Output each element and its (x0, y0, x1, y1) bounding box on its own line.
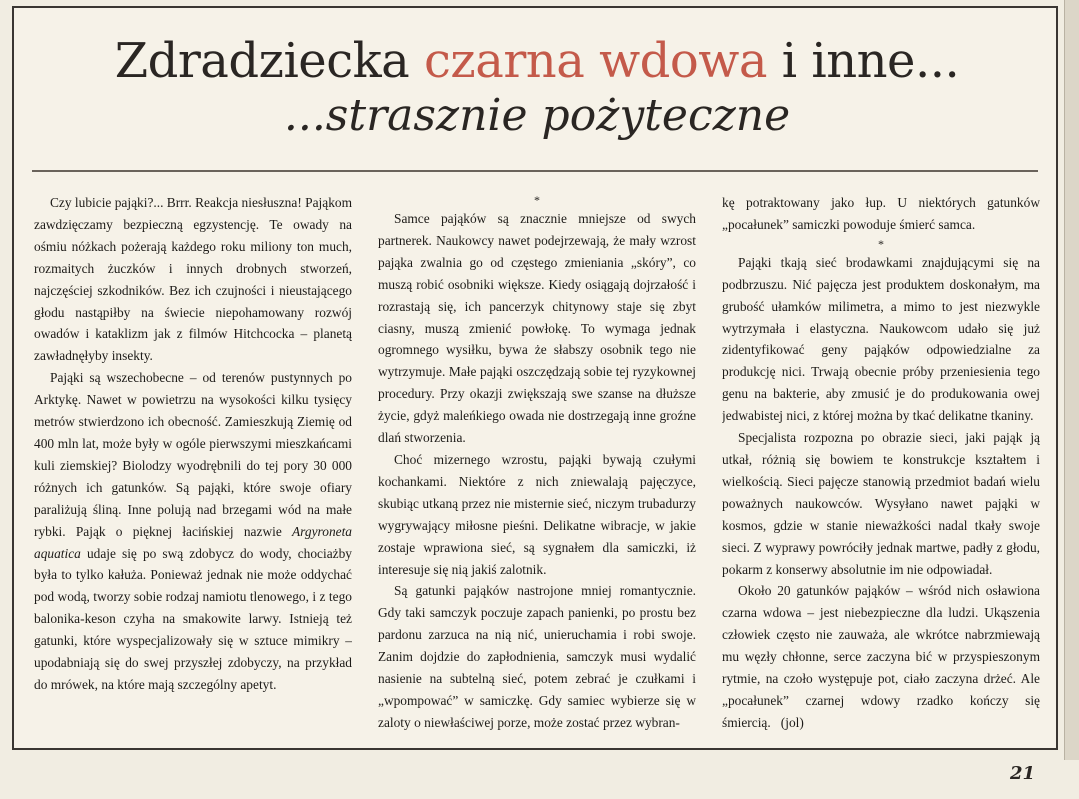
paragraph-text: Pająki są wszechobecne – od terenów pustynnych po Arktykę. Nawet w powietrzu na wysokości kilku tysięcy metrów stwierdzono ich obecność. Zamieszkują Ziemię od 400 mln lat, może były w ogóle pierwszymi mieszkańcami kuli ziemskiej? Biolodzy wyodrębnili do tej pory 30 000 różnych ich gatunków. Są pająki, które swoje ofiary paraliżują śliną. Inne polują nad brzegami wód na małe rybki. Pająk o pięknej łacińskiej nazwie (34, 370, 352, 539)
headline-part2: i inne... (766, 33, 960, 89)
paragraph: Specjalista rozpozna po obrazie sieci, jaki pająk ją utkał, różnią się bowiem te konstrukcje kształtem i wielkością. Sieci pajęcze stanowią przedmiot badań wielu poważnych naukowców. Wysyłano nawet pająki w kosmos, gdzie w stanie nieważkości nadal tkały swoje sieci. Z wyprawy powróciły jednak martwe, padły z głodu, pokarm z konserwy absolutnie im nie odpowiadał. (722, 430, 1040, 577)
headline (14, 34, 1060, 88)
paragraph: kę potraktowany jako łup. U niektórych gatunków „pocałunek” samiczki powoduje śmierć samca. (722, 195, 1040, 232)
subheadline: ...strasznie pożyteczne (283, 90, 791, 141)
article-body (34, 192, 1040, 748)
paragraph: Są gatunki pająków nastrojone mniej romantycznie. Gdy taki samczyk poczuje zapach panienki, po prostu bez pardonu zarzuca na nią nić, unieruchamia i robi swoje. Zanim dojdzie do zapłodnienia, samczyk musi wydalić nasienie na subtelną sieć, potem zebrać je czułkami i „wpompować” w samiczkę. Gdy samiec wybierze się w zaloty o niewłaściwej porze, może zostać przez wybran- (378, 583, 696, 730)
column-3 (722, 192, 1040, 748)
headline-part1: Zdradziecka (114, 33, 425, 89)
article-title (14, 34, 1060, 142)
headline-highlight: czarna wdowa (424, 33, 767, 89)
section-separator: * (878, 236, 884, 251)
paragraph: Choć mizernego wzrostu, pająki bywają czułymi kochankami. Niektóre z nich zniewalają pajęczyce, skubiąc utkaną przez nie misternie sieć, niczym trubadurzy wygrywający miłosne pieśni. Delikatne wibracje, w jakie zostaje wprawiona sieć, są sygnałem dla samiczki, iż interesuje się nią jakiś zalotnik. (378, 451, 696, 577)
page-number: 21 (1010, 763, 1036, 784)
article-frame (12, 6, 1058, 750)
page-edge (1064, 0, 1079, 760)
species-name: Argyroneta aquatica (34, 523, 352, 561)
author-signature: (jol) (780, 714, 804, 730)
section-separator: * (534, 193, 540, 207)
column-1 (34, 192, 352, 748)
paragraph-text: Około 20 gatunków pająków – wśród nich osławiona czarna wdowa – jest niebezpieczne dla ludzi. Ukąszenia człowiek często nie zauważa, ale wkrótce nabrzmiewają mu węzły chłonne, serce zaczyna bić w przyspieszonym rytmie, na czoło występuje pot, ciało zaczyna drżeć. Ale „pocałunek” czarnej wdowy rzadko kończy się śmiercią. (722, 583, 1040, 730)
title-divider (32, 170, 1038, 172)
paragraph: Czy lubicie pająki?... Brrr. Reakcja niesłuszna! Pająkom zawdzięczamy bezpieczną egzystencję. Te owady na ośmiu nóżkach pożerają każdego roku miliony ton much, rozmaitych żuczków i innych drobnych stworzeń, najczęściej szkodników. Bez ich czujności i nieustającego głodu nastąpiłby na świecie niepohamowany rozwój owadów i kataklizm jak z filmów Hitchcocka – planetą zawładnęłyby insekty. (34, 195, 352, 364)
paragraph: Pająki tkają sieć brodawkami znajdującymi się na podbrzuszu. Nić pajęcza jest produktem doskonałym, ma grubość ułamków milimetra, a mimo to jest niezwykle wytrzymała i elastyczna. Naukowcom udało się już zidentyfikować geny pająków odpowiedzialne za produkcję nici. Trwają obecnie próby przeniesienia tego genu na bakterie, aby zmusić je do produkowania owej jedwabistej nici, z której można by tkać delikatne tkaniny. (722, 254, 1040, 424)
paragraph (34, 367, 352, 696)
column-2 (378, 192, 696, 748)
paragraph-text: udaje się po swą zdobycz do wody, chociażby była to tylko kałuża. Ponieważ jednak nie może oddychać pod wodą, tworzy sobie rodzaj namiotu tlenowego, i z tego balonika-keson czyha na smakowite larwy. Istnieją też gatunki, które wyspecjalizowały się w sztuce mimikry – upodabniają się do swej przyszłej zdobyczy, na przykład do mrówek, na które mają szczególny apetyt. (34, 545, 352, 692)
paragraph: Samce pająków są znacznie mniejsze od swych partnerek. Naukowcy nawet podejrzewają, że mały wzrost pająka zwalnia go od częstego zmieniania „skóry”, co muszą robić osobniki większe. Kiedy osiągają dojrzałość i rozrastają się, ich pancerzyk chitynowy staje się zbyt ciasny, muszą zmienić powłokę. To wymaga jednak ogromnego wysiłku, bywa że słabszy osobnik tego nie wytrzymuje. Małe pająki oszczędzają sobie tej ryzykownej procedury. Przy okazji zwiększają swe szanse na dłuższe życie, gdyż maleńkiego owada nie dostrzegają inne groźne dlań stworzenia. (378, 211, 696, 446)
paragraph (722, 580, 1040, 733)
